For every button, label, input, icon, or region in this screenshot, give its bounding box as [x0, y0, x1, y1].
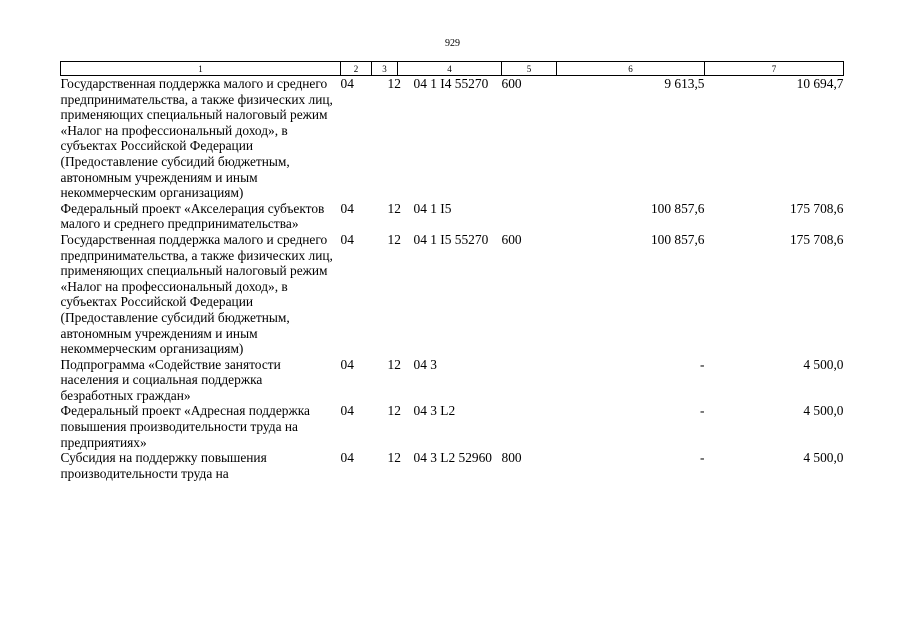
row-expense-type: 600 — [501, 231, 522, 247]
row-section: 04 — [340, 231, 354, 247]
table-row — [61, 76, 844, 201]
row-subsection: 12 — [387, 76, 401, 91]
header-col-4: 4 — [398, 62, 502, 76]
row-subsection: 12 — [387, 403, 401, 419]
page-number: 929 — [445, 38, 460, 49]
table-row — [61, 357, 844, 404]
row-subsection: 12 — [387, 450, 401, 466]
row-amount-6: - — [700, 356, 705, 372]
row-section: 04 — [340, 450, 354, 466]
row-amount-7: 10 694,7 — [796, 76, 844, 91]
row-name: Субсидия на поддержку повышения производительности труда на — [60, 450, 267, 481]
row-amount-6: 100 857,6 — [650, 200, 705, 216]
row-name: Федеральный проект «Адресная поддержка повышения производительности труда на предприятиях» — [60, 403, 310, 450]
row-amount-7: 4 500,0 — [803, 403, 844, 419]
row-name: Федеральный проект «Акселерация субъектов малого и среднего предпринимательства» — [60, 200, 325, 232]
row-subsection: 12 — [387, 200, 401, 216]
row-section: 04 — [340, 200, 354, 216]
row-expense-type: 600 — [501, 76, 522, 91]
table-row — [61, 403, 844, 450]
header-col-7: 7 — [705, 62, 844, 76]
budget-table — [60, 61, 844, 481]
header-col-6: 6 — [557, 62, 705, 76]
table-header — [61, 62, 844, 76]
row-name: Государственная поддержка малого и среднего предпринимательства, а также физических лиц, применяющих специальный налоговый режим «Налог на профессиональный доход», в субъектах Российской Федерации (Предоставление субсидий бюджетным, автономным учреждениям и иным некоммерческим организациям) — [60, 231, 333, 357]
row-target-code: 04 1 I5 — [413, 200, 452, 216]
table-row — [61, 450, 844, 481]
row-amount-7: 175 708,6 — [789, 200, 844, 216]
table-row — [61, 201, 844, 232]
row-expense-type: 800 — [501, 450, 522, 466]
header-col-3: 3 — [372, 62, 398, 76]
row-amount-7: 4 500,0 — [803, 450, 844, 466]
row-section: 04 — [340, 403, 354, 419]
header-col-5: 5 — [502, 62, 557, 76]
header-row — [61, 62, 844, 76]
row-expense-type — [502, 403, 557, 450]
row-target-code: 04 1 I5 55270 — [413, 231, 489, 247]
table-row — [61, 232, 844, 357]
row-section: 04 — [340, 76, 354, 91]
row-amount-6: - — [700, 403, 705, 419]
header-col-2: 2 — [341, 62, 372, 76]
row-expense-type — [502, 201, 557, 232]
row-target-code: 04 3 L2 — [413, 403, 456, 419]
row-amount-6: 100 857,6 — [650, 231, 705, 247]
row-name: Подпрограмма «Содействие занятости населения и социальная поддержка безработных граждан» — [60, 356, 281, 403]
row-expense-type — [502, 357, 557, 404]
row-name: Государственная поддержка малого и среднего предпринимательства, а также физических лиц, применяющих специальный налоговый режим «Налог на профессиональный доход», в субъектах Российской Федерации (Предоставление субсидий бюджетным, автономным учреждениям и иным некоммерческим организациям) — [60, 76, 333, 201]
table-body — [61, 76, 844, 482]
row-target-code: 04 3 L2 52960 — [413, 450, 492, 466]
row-amount-7: 175 708,6 — [789, 231, 844, 247]
row-amount-6: 9 613,5 — [664, 76, 705, 91]
row-amount-6: - — [700, 450, 705, 466]
row-section: 04 — [340, 356, 354, 372]
row-target-code: 04 3 — [413, 356, 437, 372]
row-subsection: 12 — [387, 356, 401, 372]
row-subsection: 12 — [387, 231, 401, 247]
header-col-1: 1 — [61, 62, 341, 76]
row-target-code: 04 1 I4 55270 — [413, 76, 489, 91]
row-amount-7: 4 500,0 — [803, 356, 844, 372]
